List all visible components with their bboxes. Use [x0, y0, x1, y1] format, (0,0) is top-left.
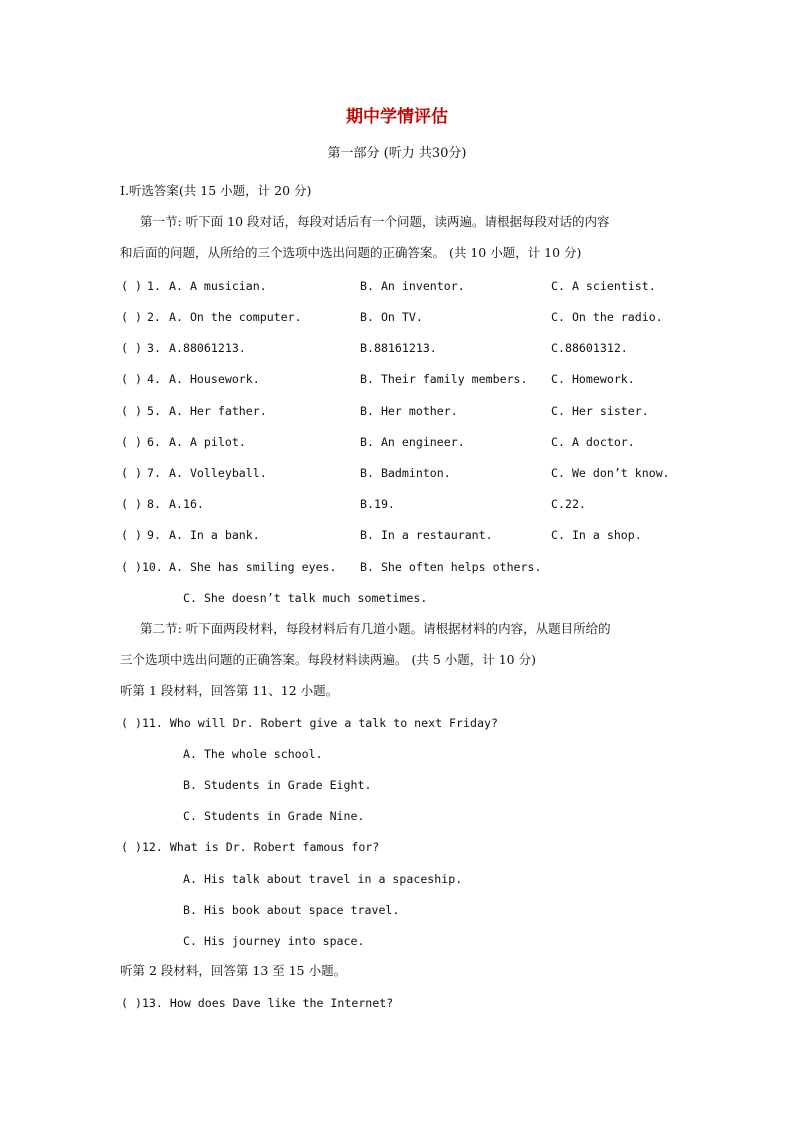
- option-c: C. His journey into space.: [183, 934, 365, 948]
- material-1-heading: 听第 1 段材料，回答第 11、12 小题。: [120, 683, 339, 698]
- option-b: B. Students in Grade Eight.: [183, 778, 372, 792]
- option-c: C. A scientist.: [551, 279, 656, 293]
- question-12-stem[interactable]: ( )12. What is Dr. Robert famous for?: [121, 840, 380, 854]
- option-a: A. Housework.: [169, 372, 260, 386]
- question-number: 5.: [147, 404, 161, 418]
- option-c: C. She doesn’t talk much sometimes.: [183, 591, 428, 605]
- question-number: 7.: [147, 466, 161, 480]
- question-number: 3.: [147, 341, 161, 355]
- option-b: B. On TV.: [360, 310, 423, 324]
- option-c: C. Her sister.: [551, 404, 649, 418]
- question-number: 1.: [147, 279, 161, 293]
- question-number: 2.: [147, 310, 161, 324]
- question-10-number[interactable]: ( )10.: [121, 560, 163, 574]
- answer-paren[interactable]: ( ): [121, 404, 142, 418]
- option-a: A. A musician.: [169, 279, 267, 293]
- exam-title: 期中学情评估: [346, 107, 448, 127]
- option-c: C. On the radio.: [551, 310, 663, 324]
- answer-paren[interactable]: ( ): [121, 497, 142, 511]
- option-c: C.22.: [551, 497, 586, 511]
- answer-paren[interactable]: ( ): [121, 310, 142, 324]
- option-b: B. In a restaurant.: [360, 528, 493, 542]
- option-b: B. His book about space travel.: [183, 903, 400, 917]
- answer-paren[interactable]: ( ): [121, 528, 142, 542]
- option-b: B. She often helps others.: [360, 560, 542, 574]
- option-b: B. Their family members.: [360, 372, 528, 386]
- part2-intro-line1: 第二节: 听下面两段材料，每段材料后有几道小题。请根据材料的内容，从题目所给的: [140, 621, 611, 636]
- answer-paren[interactable]: ( ): [121, 279, 142, 293]
- part2-intro-line2: 三个选项中选出问题的正确答案。每段材料读两遍。 (共 5 小题，计 10 分): [120, 652, 536, 667]
- question-11-stem[interactable]: ( )11. Who will Dr. Robert give a talk to next Friday?: [121, 716, 498, 730]
- option-c: C. In a shop.: [551, 528, 642, 542]
- question-number: 4.: [147, 372, 161, 386]
- question-number: 9.: [147, 528, 161, 542]
- option-a: A. His talk about travel in a spaceship.: [183, 872, 463, 886]
- option-b: B. An engineer.: [360, 435, 465, 449]
- option-a: A. In a bank.: [169, 528, 260, 542]
- option-b: B. An inventor.: [360, 279, 465, 293]
- part-subtitle: 第一部分 (听力 共30分): [327, 146, 467, 161]
- option-b: B. Her mother.: [360, 404, 458, 418]
- answer-paren[interactable]: ( ): [121, 341, 142, 355]
- answer-paren[interactable]: ( ): [121, 466, 142, 480]
- option-c: C. We don’t know.: [551, 466, 670, 480]
- question-13-stem[interactable]: ( )13. How does Dave like the Internet?: [121, 996, 394, 1010]
- option-c: C. Homework.: [551, 372, 635, 386]
- option-c: C. Students in Grade Nine.: [183, 809, 365, 823]
- option-b: B.19.: [360, 497, 395, 511]
- option-a: A. Volleyball.: [169, 466, 267, 480]
- option-a: A. A pilot.: [169, 435, 246, 449]
- option-a: A.88061213.: [169, 341, 246, 355]
- option-b: B.88161213.: [360, 341, 437, 355]
- answer-paren[interactable]: ( ): [121, 435, 142, 449]
- option-a: A. Her father.: [169, 404, 267, 418]
- option-a: A. She has smiling eyes.: [169, 560, 337, 574]
- question-number: 6.: [147, 435, 161, 449]
- option-a: A. The whole school.: [183, 747, 323, 761]
- part1-intro-line1: 第一节: 听下面 10 段对话，每段对话后有一个问题，读两遍。请根据每段对话的内容: [140, 214, 610, 229]
- part1-intro-line2: 和后面的问题，从所给的三个选项中选出问题的正确答案。 (共 10 小题，计 10 分): [120, 245, 582, 260]
- option-c: C. A doctor.: [551, 435, 635, 449]
- section-heading: Ⅰ.听选答案(共 15 小题，计 20 分): [120, 183, 312, 198]
- question-number: 8.: [147, 497, 161, 511]
- option-a: A.16.: [169, 497, 204, 511]
- answer-paren[interactable]: ( ): [121, 372, 142, 386]
- option-a: A. On the computer.: [169, 310, 302, 324]
- material-2-heading: 听第 2 段材料，回答第 13 至 15 小题。: [120, 963, 347, 978]
- option-c: C.88601312.: [551, 341, 628, 355]
- option-b: B. Badminton.: [360, 466, 451, 480]
